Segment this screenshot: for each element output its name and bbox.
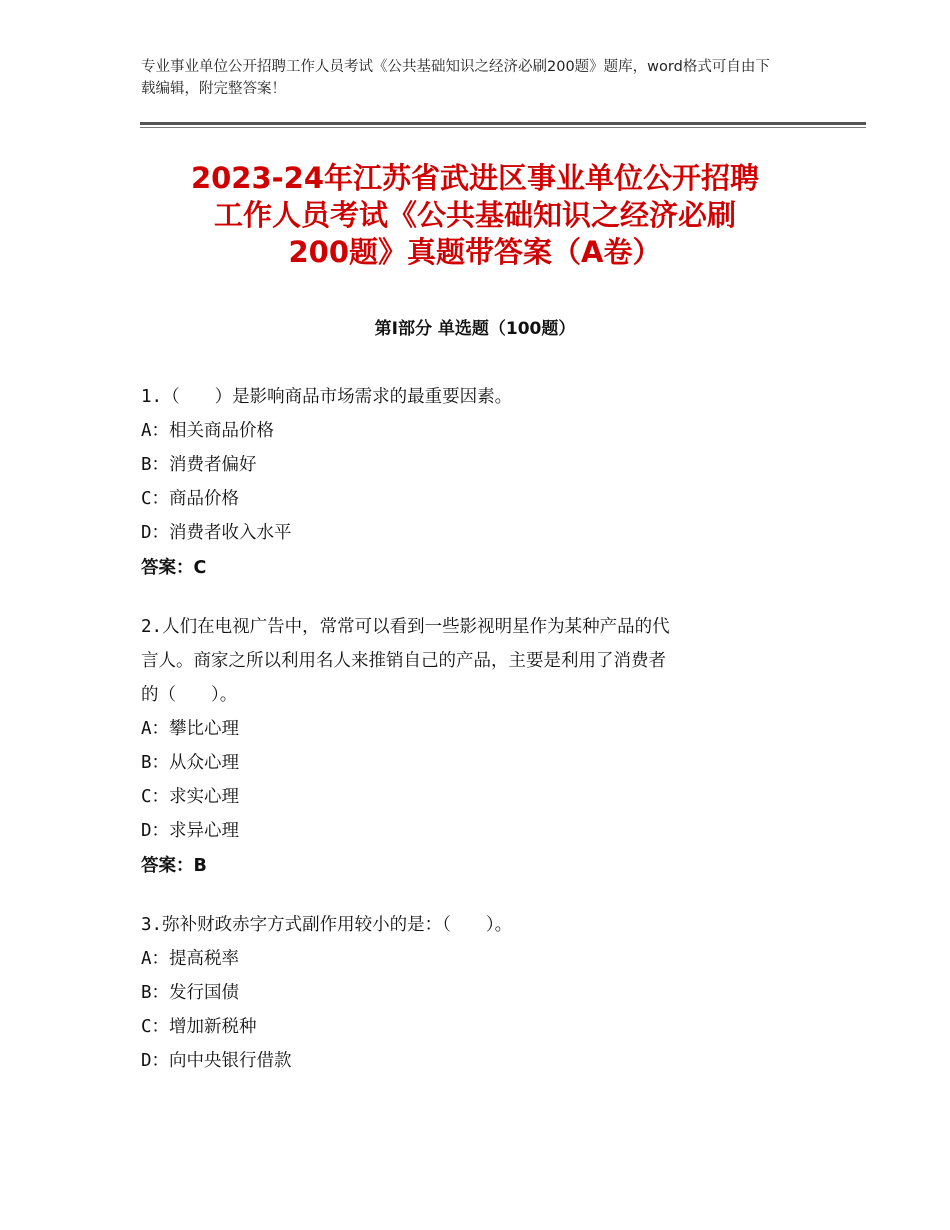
option-c: C：商品价格 <box>141 489 240 509</box>
header-note: 专业事业单位公开招聘工作人员考试《公共基础知识之经济必刷200题》题库，word格式可自由下载编辑，附完整答案！ <box>141 59 770 97</box>
option-a: A：攀比心理 <box>141 719 240 739</box>
question-1 <box>141 380 801 586</box>
question-2 <box>141 610 801 884</box>
option-c: C：求实心理 <box>141 787 240 807</box>
section-title: 第Ⅰ部分 单选题（100题） <box>374 319 576 339</box>
option-a: A：相关商品价格 <box>141 421 275 441</box>
title-line: 2023-24年江苏省武进区事业单位公开招聘 <box>190 161 760 195</box>
question-stem: 2.人们在电视广告中，常常可以看到一些影视明星作为某种产品的代 <box>141 617 670 637</box>
header-divider <box>140 122 866 125</box>
option-d: D：向中央银行借款 <box>141 1051 292 1071</box>
option-d: D：消费者收入水平 <box>141 523 292 543</box>
answer-line: 答案：B <box>141 856 207 876</box>
answer-line: 答案：C <box>141 558 207 578</box>
option-b: B：消费者偏好 <box>141 455 257 475</box>
option-a: A：提高税率 <box>141 949 240 969</box>
title-line: 200题》真题带答案（A卷） <box>288 235 662 269</box>
option-c: C：增加新税种 <box>141 1017 257 1037</box>
document-title <box>120 160 830 271</box>
header-divider-thin <box>140 127 866 128</box>
question-list <box>141 380 801 1102</box>
question-stem: 1.（ ）是影响商品市场需求的最重要因素。 <box>141 387 513 407</box>
option-d: D：求异心理 <box>141 821 240 841</box>
title-line: 工作人员考试《公共基础知识之经济必刷 <box>213 198 736 232</box>
question-stem: 的（ ）。 <box>141 685 238 705</box>
option-b: B：发行国债 <box>141 983 240 1003</box>
option-b: B：从众心理 <box>141 753 240 773</box>
question-3 <box>141 908 801 1078</box>
question-stem: 言人。商家之所以利用名人来推销自己的产品，主要是利用了消费者 <box>141 651 666 671</box>
question-stem: 3.弥补财政赤字方式副作用较小的是：（ ）。 <box>141 915 513 935</box>
